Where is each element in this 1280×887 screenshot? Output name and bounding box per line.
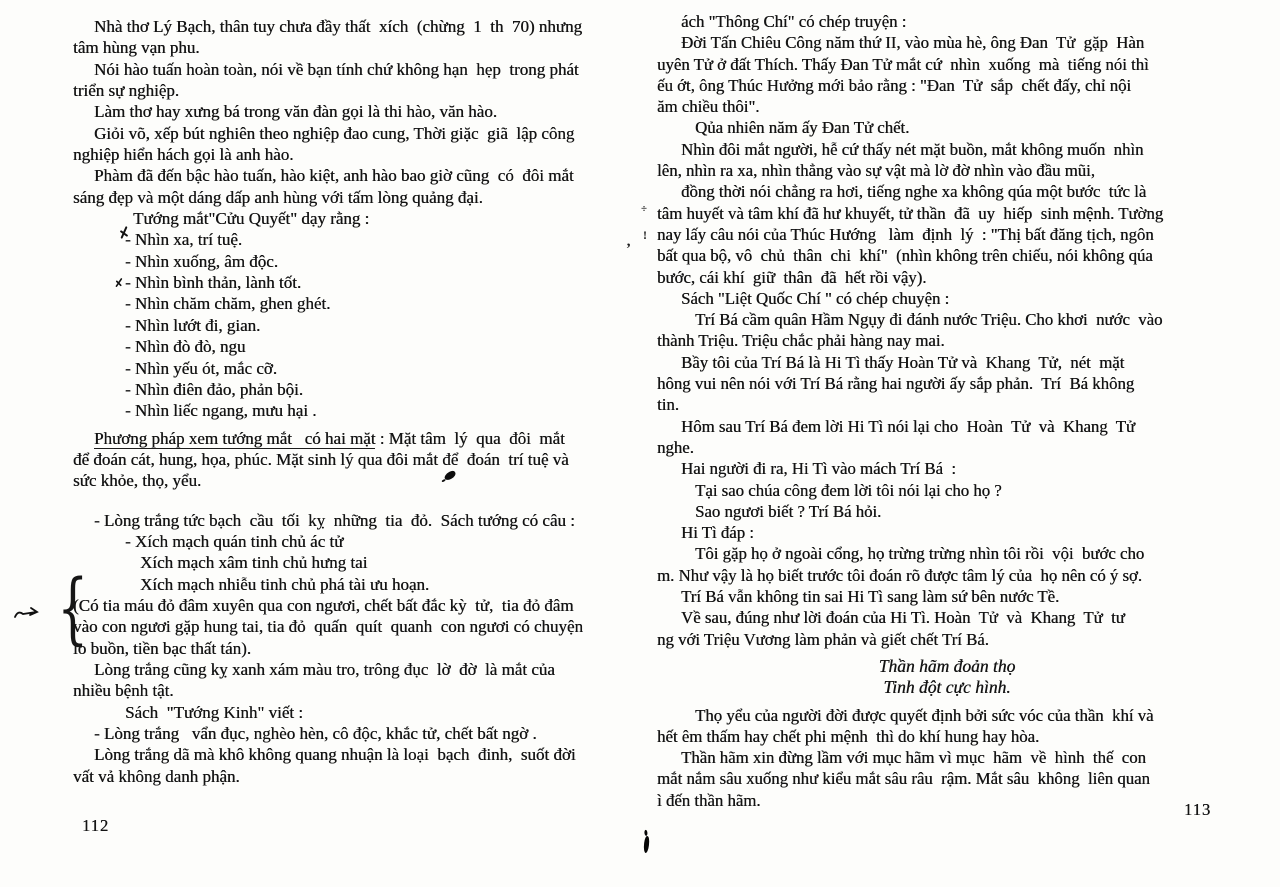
- text-line: nhiều bệnh tật.: [73, 681, 174, 701]
- text-line: mắt nắm sâu xuống như kiểu mắt sâu râu rậm. Mắt sâu không liên quan: [657, 769, 1150, 789]
- text-line: - Lòng trắng vẩn đục, nghèo hèn, cô độc, khắc tử, chết bất ngờ .: [94, 724, 537, 743]
- text-line: tâm hùng vạn phu.: [73, 38, 200, 58]
- text-line: - Lòng trắng tức bạch cầu tối kỵ những tia đỏ. Sách tướng có câu :: [94, 510, 575, 530]
- text-line: vào con ngươi gặp hung tai, tia đỏ quấn quít quanh con ngươi có chuyện: [73, 617, 583, 637]
- text-line: sức khỏe, thọ, yểu.: [73, 471, 202, 491]
- text-line: Hôm sau Trí Bá đem lời Hi Tì nói lại cho Hoàn Tử và Khang Tử: [681, 416, 1136, 436]
- text-line: Hai người đi ra, Hi Tì vào mách Trí Bá :: [681, 459, 956, 479]
- text-line: ì đến thần hãm.: [657, 790, 761, 810]
- text-line: ách "Thông Chí" có chép truyện :: [681, 12, 907, 31]
- text-line: Tôi gặp họ ở ngoài cổng, họ trừng trừng nhìn tôi rồi vội bước cho: [695, 544, 1145, 564]
- text-line: bước, cái khí giữ thân đã hết rồi vậy).: [657, 267, 927, 287]
- ink-mark-icon: [643, 836, 650, 853]
- text-line: (Có tia máu đỏ đâm xuyên qua con ngươi, chết bất đắc kỳ tử, tia đỏ đâm: [73, 595, 574, 615]
- text-line: - Nhìn chăm chăm, ghen ghét.: [125, 294, 331, 314]
- text-line: triển sự nghiệp.: [73, 81, 180, 101]
- text-line: - Xích mạch quán tinh chủ ác tử: [125, 531, 344, 551]
- text-line: Về sau, đúng như lời đoán của Hi Tì. Hoàn Tử và Khang Tử tư: [681, 608, 1125, 628]
- text-line: Xích mạch xâm tinh chủ hưng tai: [140, 553, 368, 573]
- text-line: - Nhìn điên đảo, phản bội.: [125, 379, 303, 399]
- blank-line: [73, 492, 645, 510]
- text-line: nghe.: [657, 437, 694, 457]
- text-line: Sao ngươi biết ? Trí Bá hỏi.: [695, 501, 882, 521]
- text-line: Giỏi võ, xếp bút nghiên theo nghiệp đao cung, Thời giặc giã lập công: [94, 123, 575, 143]
- pen-scratch-icon: [118, 227, 129, 238]
- text-line: Phàm đã đến bậc hào tuấn, hào kiệt, anh hào bao giờ cũng có đôi mắt: [94, 166, 574, 186]
- underlined-phrase: Phương pháp xem tướng mắt có hai mặt: [94, 428, 376, 448]
- text-line: - Nhìn lướt đi, gian.: [125, 315, 261, 335]
- text-line: Hi Tì đáp :: [681, 523, 754, 543]
- text-line: Lòng trắng dã mà khô không quang nhuận là loại bạch đinh, suốt đời: [94, 745, 576, 765]
- text-line: vất vả không danh phận.: [73, 766, 240, 786]
- text-line: Phương pháp xem tướng mắt có hai mặt : Mặt tâm lý qua đôi mắt: [94, 428, 565, 448]
- text-line: tin.: [657, 395, 679, 415]
- text-line: đồng thời nói chẳng ra hơi, tiếng nghe xa không qúa một bước tức là: [681, 182, 1147, 202]
- text-line: - Nhìn bình thản, lành tốt.: [125, 273, 302, 293]
- text-line: Sách "Tướng Kinh" viết :: [125, 702, 303, 722]
- text-line: - Nhìn xuống, âm độc.: [125, 251, 278, 271]
- text-line: Bầy tôi của Trí Bá là Hi Tì thấy Hoàn Tử và Khang Tử, nét mặt: [681, 352, 1125, 372]
- text-line: lên, nhìn ra xa, nhìn thẳng vào sự vật mà lờ đờ nhìn vào đầu mũi,: [657, 161, 1095, 181]
- text-line: Sách "Liệt Quốc Chí " có chép chuyện :: [681, 288, 950, 308]
- text-line: nghiệp hiển hách gọi là anh hào.: [73, 145, 294, 165]
- text-line: để đoán cát, hung, họa, phúc. Mặt sinh lý qua đôi mắt để đoán trí tuệ và: [73, 449, 569, 469]
- text-line: Thọ yểu của người đời được quyết định bởi sức vóc của thần khí và: [695, 705, 1154, 725]
- stray-mark-icon: ÷: [641, 203, 648, 215]
- margin-brace-icon: {: [57, 564, 89, 654]
- text-line: ăm chiều thôi".: [657, 97, 760, 117]
- text-line: - Nhìn liếc ngang, mưu hại .: [125, 401, 317, 421]
- stray-mark-icon: !: [643, 228, 647, 242]
- verse-line: Thần hãm đoản thọ: [878, 655, 1016, 676]
- text-line: Tại sao chúa công đem lời tôi nói lại cho họ ?: [695, 480, 1002, 500]
- text-line: sáng đẹp và một dáng dấp anh hùng với tấm lòng quảng đại.: [73, 187, 483, 207]
- text-line: ng với Triệu Vương làm phản và giết chết Trí Bá.: [657, 629, 989, 649]
- stray-mark-icon: ’: [626, 241, 631, 257]
- text-line: nay lấy câu nói của Thúc Hướng làm định lý : "Thị bất đăng tịch, ngôn: [657, 224, 1154, 244]
- text-line: - Nhìn xa, trí tuệ.: [125, 230, 243, 250]
- text-line: Đời Tấn Chiêu Công năm thứ II, vào mùa hè, ông Đan Tử gặp Hàn: [681, 33, 1145, 53]
- text-line: Trí Bá vẫn không tin sai Hi Tì sang làm sứ bên nước Tề.: [681, 587, 1060, 607]
- text-line: tâm huyết và tâm khí đã hư khuyết, tử thần đã uy hiếp sinh mệnh. Tường: [657, 203, 1164, 223]
- page-number-left: 112: [82, 816, 110, 835]
- page-right-113: [645, 11, 1249, 811]
- verse-line: Tinh đột cực hình.: [883, 677, 1011, 698]
- pen-arrow-icon: [13, 606, 43, 627]
- text-line: Lòng trắng cũng kỵ xanh xám màu tro, trông đục lờ đờ là mắt của: [94, 659, 555, 679]
- text-line: Xích mạch nhiễu tinh chủ phá tài ưu hoạn.: [140, 574, 430, 594]
- page-left-112: [73, 16, 648, 787]
- text-line: Nói hào tuấn hoàn toàn, nói về bạn tính chứ không hạn hẹp trong phát: [94, 59, 579, 79]
- text-line: thành Triệu. Triệu chắc phải hàng nay mai.: [657, 331, 945, 351]
- page-number-right: 113: [1184, 800, 1212, 819]
- text-line: Trí Bá cầm quân Hầm Ngụy đi đánh nước Triệu. Cho khơi nước vào: [695, 310, 1163, 330]
- text-line: Tướng mắt"Cửu Quyết" dạy rằng :: [133, 209, 370, 229]
- text-line: - Nhìn yếu ót, mắc cỡ.: [125, 358, 278, 378]
- text-line: Qủa nhiên năm ấy Đan Tử chết.: [695, 118, 910, 138]
- text-line: Làm thơ hay xưng bá trong văn đàn gọi là thi hào, văn hào.: [94, 102, 497, 122]
- pen-scratch-icon: [113, 277, 123, 287]
- text-line: uyên Tử ở đất Thích. Thấy Đan Tử mắt cứ nhìn xuống mà tiếng nói thì: [657, 54, 1149, 74]
- text-line: Nhà thơ Lý Bạch, thân tuy chưa đầy thất xích (chừng 1 th 70) nhưng: [94, 17, 582, 36]
- text-line: Thần hãm xin đừng lầm với mục hãm vì mục hãm về hình thế con: [681, 748, 1146, 768]
- text-line: hông vui nên nói với Trí Bá rằng hai người ấy sắp phản. Trí Bá không: [657, 374, 1135, 394]
- text-line: hết êm thấm hay chết phi mệnh thì do khí hung hay hòa.: [657, 726, 1040, 746]
- text-line: ếu ớt, ông Thúc Hưởng mới bảo rằng : "Đan Tử sắp chết đấy, chỉ nội: [657, 75, 1132, 95]
- text-line: m. Như vậy là họ biết trước tôi đoán rõ được tâm lý của họ nên có ý sợ.: [657, 565, 1142, 585]
- text-line: lo buồn, tiền bạc thất tán).: [73, 638, 251, 658]
- text-line: - Nhìn đò đò, ngu: [125, 337, 246, 357]
- text-line: bất qua bộ, vô chủ thân chi khí" (nhìn không trên chiếu, nói không qúa: [657, 246, 1153, 266]
- text-line: Nhìn đôi mắt người, hễ cứ thấy nét mặt buồn, mắt không muốn nhìn: [681, 139, 1144, 159]
